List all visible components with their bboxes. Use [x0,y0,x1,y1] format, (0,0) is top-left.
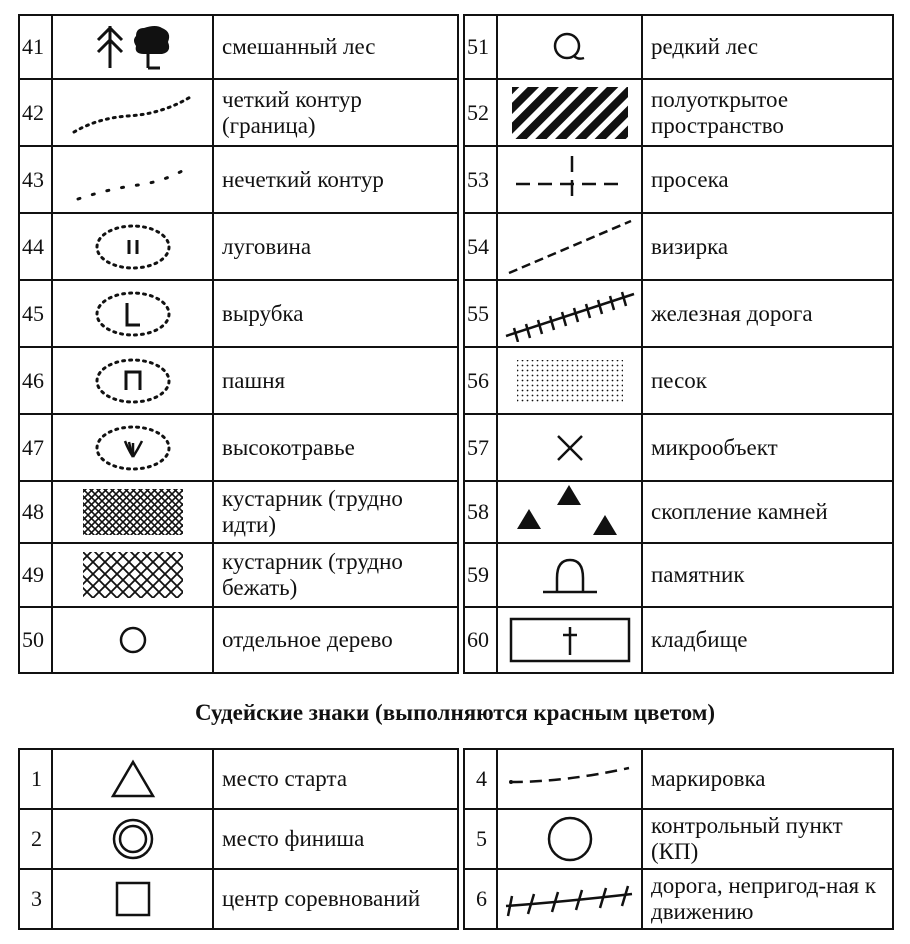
stones-icon [497,481,642,543]
legend-label: место финиша [213,809,458,869]
legend-row [464,749,893,809]
legend-row [19,869,458,929]
micro-object-icon [497,414,642,481]
indistinct-contour-icon [52,146,213,213]
sightline-icon [497,213,642,280]
row-number: 57 [464,414,497,481]
row-number: 1 [19,749,52,809]
tall-grass-icon [52,414,213,481]
single-tree-icon [52,607,213,673]
row-number: 5 [464,809,497,869]
control-point-circle-icon [497,809,642,869]
plowland-icon [52,347,213,414]
legend-row [464,809,893,869]
legend-row [464,347,893,414]
legend-label: скопление камней [642,481,893,543]
legend-table-left [18,14,459,674]
finish-double-circle-icon [52,809,213,869]
legend-row [464,869,893,929]
legend-label: микрообъект [642,414,893,481]
row-number: 47 [19,414,52,481]
row-number: 43 [19,146,52,213]
legend-row [464,213,893,280]
row-number: 53 [464,146,497,213]
legend-row [19,15,458,79]
legend-label: место старта [213,749,458,809]
legend-label: пашня [213,347,458,414]
cemetery-icon [497,607,642,673]
row-number: 46 [19,347,52,414]
cutline-icon [497,146,642,213]
legend-label: кустарник (трудно идти) [213,481,458,543]
legend-label: кладбище [642,607,893,673]
legend-row [464,15,893,79]
row-number: 48 [19,481,52,543]
impassable-road-icon [497,869,642,929]
row-number: 49 [19,543,52,607]
legend-table-right [463,14,894,674]
shrub-run-icon [52,543,213,607]
clearing-icon [52,280,213,347]
legend-row [19,809,458,869]
legend-label: отдельное дерево [213,607,458,673]
row-number: 54 [464,213,497,280]
row-number: 58 [464,481,497,543]
legend-label: нечеткий контур [213,146,458,213]
row-number: 60 [464,607,497,673]
row-number: 3 [19,869,52,929]
legend-label: центр соревнований [213,869,458,929]
legend-label: смешанный лес [213,15,458,79]
legend-row [19,607,458,673]
meadow-icon [52,213,213,280]
monument-icon [497,543,642,607]
legend-label: памятник [642,543,893,607]
marking-line-icon [497,749,642,809]
legend-label: кустарник (трудно бежать) [213,543,458,607]
legend-label: четкий контур (граница) [213,79,458,146]
distinct-contour-icon [52,79,213,146]
legend-label: высокотравье [213,414,458,481]
legend-label: луговина [213,213,458,280]
legend-row [19,213,458,280]
legend-row [19,79,458,146]
legend-row [464,146,893,213]
row-number: 4 [464,749,497,809]
legend-label: контрольный пункт (КП) [642,809,893,869]
legend-label: песок [642,347,893,414]
legend-label: полуоткрытое пространство [642,79,893,146]
row-number: 59 [464,543,497,607]
mixed-forest-icon [52,15,213,79]
legend-label: дорога, непригод-ная к движению [642,869,893,929]
center-square-icon [52,869,213,929]
legend-row [464,79,893,146]
legend-row [19,414,458,481]
legend-row [464,543,893,607]
railway-icon [497,280,642,347]
sand-icon [497,347,642,414]
legend-row [19,543,458,607]
legend-row [19,481,458,543]
legend-row [19,146,458,213]
row-number: 50 [19,607,52,673]
sparse-forest-icon [497,15,642,79]
row-number: 45 [19,280,52,347]
legend-row [19,749,458,809]
legend-label: визирка [642,213,893,280]
legend-row [464,481,893,543]
row-number: 42 [19,79,52,146]
row-number: 41 [19,15,52,79]
judge-table-right [463,748,894,930]
row-number: 52 [464,79,497,146]
legend-row [464,280,893,347]
legend-label: железная дорога [642,280,893,347]
semi-open-space-icon [497,79,642,146]
legend-row [19,347,458,414]
section-title: Судейские знаки (выполняются красным цветом) [194,700,716,725]
legend-label: вырубка [213,280,458,347]
row-number: 51 [464,15,497,79]
start-triangle-icon [52,749,213,809]
legend-row [464,414,893,481]
shrub-hard-icon [52,481,213,543]
row-number: 6 [464,869,497,929]
row-number: 55 [464,280,497,347]
row-number: 2 [19,809,52,869]
legend-label: редкий лес [642,15,893,79]
legend-label: маркировка [642,749,893,809]
legend-label: просека [642,146,893,213]
legend-row [464,607,893,673]
judge-table-left [18,748,459,930]
row-number: 44 [19,213,52,280]
legend-row [19,280,458,347]
row-number: 56 [464,347,497,414]
